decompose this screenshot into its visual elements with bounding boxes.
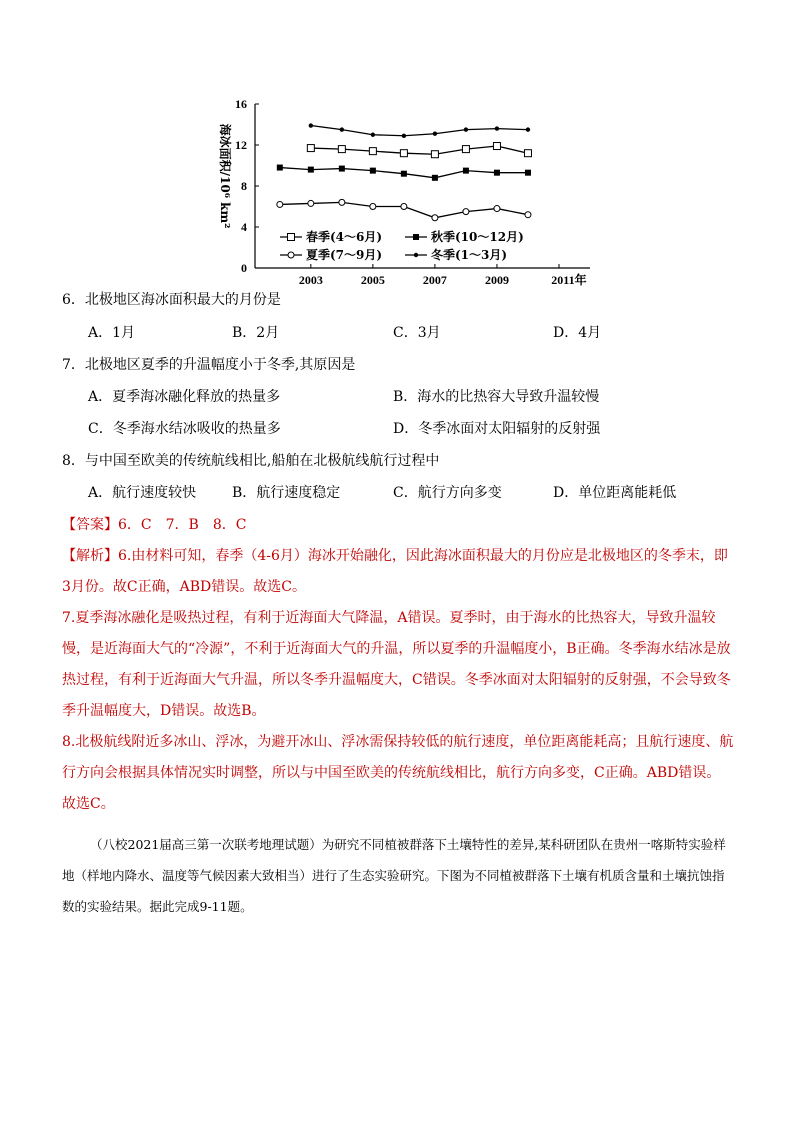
data-point [400, 150, 407, 157]
series-0 [309, 123, 531, 138]
q7-option-c[interactable]: C．冬季海水结冰吸收的热量多 [88, 421, 281, 437]
sea-ice-area-chart [205, 92, 600, 287]
q8-option-c[interactable]: C．航行方向多变 [393, 485, 502, 501]
data-point [525, 212, 531, 218]
data-point [402, 134, 406, 138]
data-point [495, 126, 499, 130]
data-point [288, 252, 294, 258]
q8-option-d[interactable]: D．单位距离能耗低 [553, 485, 677, 501]
legend-label: 夏季(7～9月) [306, 248, 383, 262]
data-point [308, 200, 314, 206]
answer-text: 6．C 7．B 8．C [118, 517, 247, 533]
data-point [370, 204, 376, 210]
data-point [277, 201, 283, 207]
y-tick-label: 0 [241, 261, 247, 275]
data-point [340, 127, 344, 131]
data-point [526, 127, 530, 131]
data-point [462, 146, 469, 153]
q7-stem: 7．北极地区夏季的升温幅度小于冬季,其原因是 [62, 357, 356, 373]
legend-item [405, 229, 524, 244]
data-point [309, 123, 313, 127]
analysis-block [62, 541, 734, 820]
data-point [525, 170, 531, 176]
data-point [493, 143, 500, 150]
data-point [414, 253, 418, 257]
data-point [463, 168, 469, 174]
x-tick-label: 2009 [484, 273, 509, 287]
data-point [433, 132, 437, 136]
intro-text: （八校2021届高三第一次联考地理试题）为研究不同植被群落下土壤特性的差异,某科研团队在贵州一喀斯特实验样地（样地内降水、温度等气候因素大致相当）进行了生态实验研究。下图为不同植被群落下土壤有机质含量和土壤抗蚀指数的实验结果。据此完成9-11题。 [62, 837, 726, 914]
analysis-p1-text: 6.由材料可知，春季（4-6月）海冰开始融化，因此海冰面积最大的月份应是北极地区的冬季末，即3月份。故C正确，ABD错误。故选C。 [62, 548, 728, 595]
data-point [413, 234, 419, 240]
data-point [307, 145, 314, 152]
x-tick-label: 2005 [360, 273, 385, 287]
data-point [277, 165, 283, 171]
data-point [339, 199, 345, 205]
next-section-intro [62, 829, 734, 922]
data-point [308, 167, 314, 173]
analysis-label: 【解析】 [62, 548, 118, 564]
data-point [524, 150, 531, 157]
data-point [338, 146, 345, 153]
data-point [371, 133, 375, 137]
data-point [431, 151, 438, 158]
q6-stem: 6．北极地区海冰面积最大的月份是 [62, 292, 281, 308]
q8-option-b[interactable]: B．航行速度稳定 [232, 485, 341, 501]
q7-option-a[interactable]: A．夏季海冰融化释放的热量多 [88, 389, 281, 405]
data-point [464, 127, 468, 131]
analysis-p3: 8.北极航线附近多冰山、浮冰，为避开冰山、浮冰需保持较低的航行速度，单位距离能耗高；且航行速度、航行方向会根据具体情况实时调整，所以与中国至欧美的传统航线相比，航行方向多变，C正确。ABD错误。故选C。 [62, 734, 734, 812]
y-tick-label: 16 [235, 97, 247, 111]
q6-option-a[interactable]: A．1月 [88, 325, 136, 341]
legend-label: 秋季(10～12月) [431, 230, 524, 244]
q8-stem: 8．与中国至欧美的传统航线相比,船舶在北极航线航行过程中 [62, 453, 440, 469]
data-point [432, 215, 438, 221]
y-axis-label: 海冰面积/10⁶ km² [218, 123, 232, 229]
q6-option-d[interactable]: D．4月 [553, 325, 602, 341]
data-point [401, 204, 407, 210]
q6-option-c[interactable]: C．3月 [393, 325, 441, 341]
answer-line [62, 515, 246, 535]
x-tick-label: 2011年 [551, 273, 587, 287]
answer-label: 【答案】 [62, 517, 118, 533]
data-point [369, 148, 376, 155]
legend-item [280, 229, 382, 244]
legend-label: 冬季(1～3月) [431, 248, 508, 262]
chart-svg [205, 92, 600, 287]
data-point [339, 166, 345, 172]
q7-option-d[interactable]: D．冬季冰面对太阳辐射的反射强 [393, 421, 601, 437]
y-tick-label: 8 [241, 179, 247, 193]
data-point [494, 170, 500, 176]
analysis-p2: 7.夏季海冰融化是吸热过程，有利于近海面大气降温，A错误。夏季时，由于海水的比热容大，导致升温较慢，是近海面大气的“冷源”，不利于近海面大气的升温，所以夏季的升温幅度小，B正确。冬季海水结冰是放热过程，有利于近海面大气升温，所以冬季升温幅度大，C错误。冬季冰面对太阳辐射的反射强，不会导致冬季升温幅度大，D错误。故选B。 [62, 610, 731, 719]
legend-label: 春季(4～6月) [306, 230, 383, 244]
series-3 [277, 199, 531, 220]
analysis-p1 [62, 541, 734, 603]
q7-option-b[interactable]: B．海水的比热容大导致升温较慢 [393, 389, 600, 405]
data-point [401, 171, 407, 177]
y-tick-label: 12 [235, 138, 247, 152]
series-1 [307, 143, 531, 158]
legend-item [280, 247, 382, 262]
x-tick-label: 2003 [298, 273, 323, 287]
series-2 [277, 165, 531, 181]
x-tick-label: 2007 [422, 273, 447, 287]
data-point [494, 206, 500, 212]
data-point [288, 234, 295, 241]
data-point [432, 175, 438, 181]
q6-option-b[interactable]: B．2月 [232, 325, 280, 341]
legend-item [405, 247, 507, 262]
data-point [463, 209, 469, 215]
data-point [370, 168, 376, 174]
q8-option-a[interactable]: A．航行速度较快 [88, 485, 197, 501]
y-tick-label: 4 [241, 220, 247, 234]
